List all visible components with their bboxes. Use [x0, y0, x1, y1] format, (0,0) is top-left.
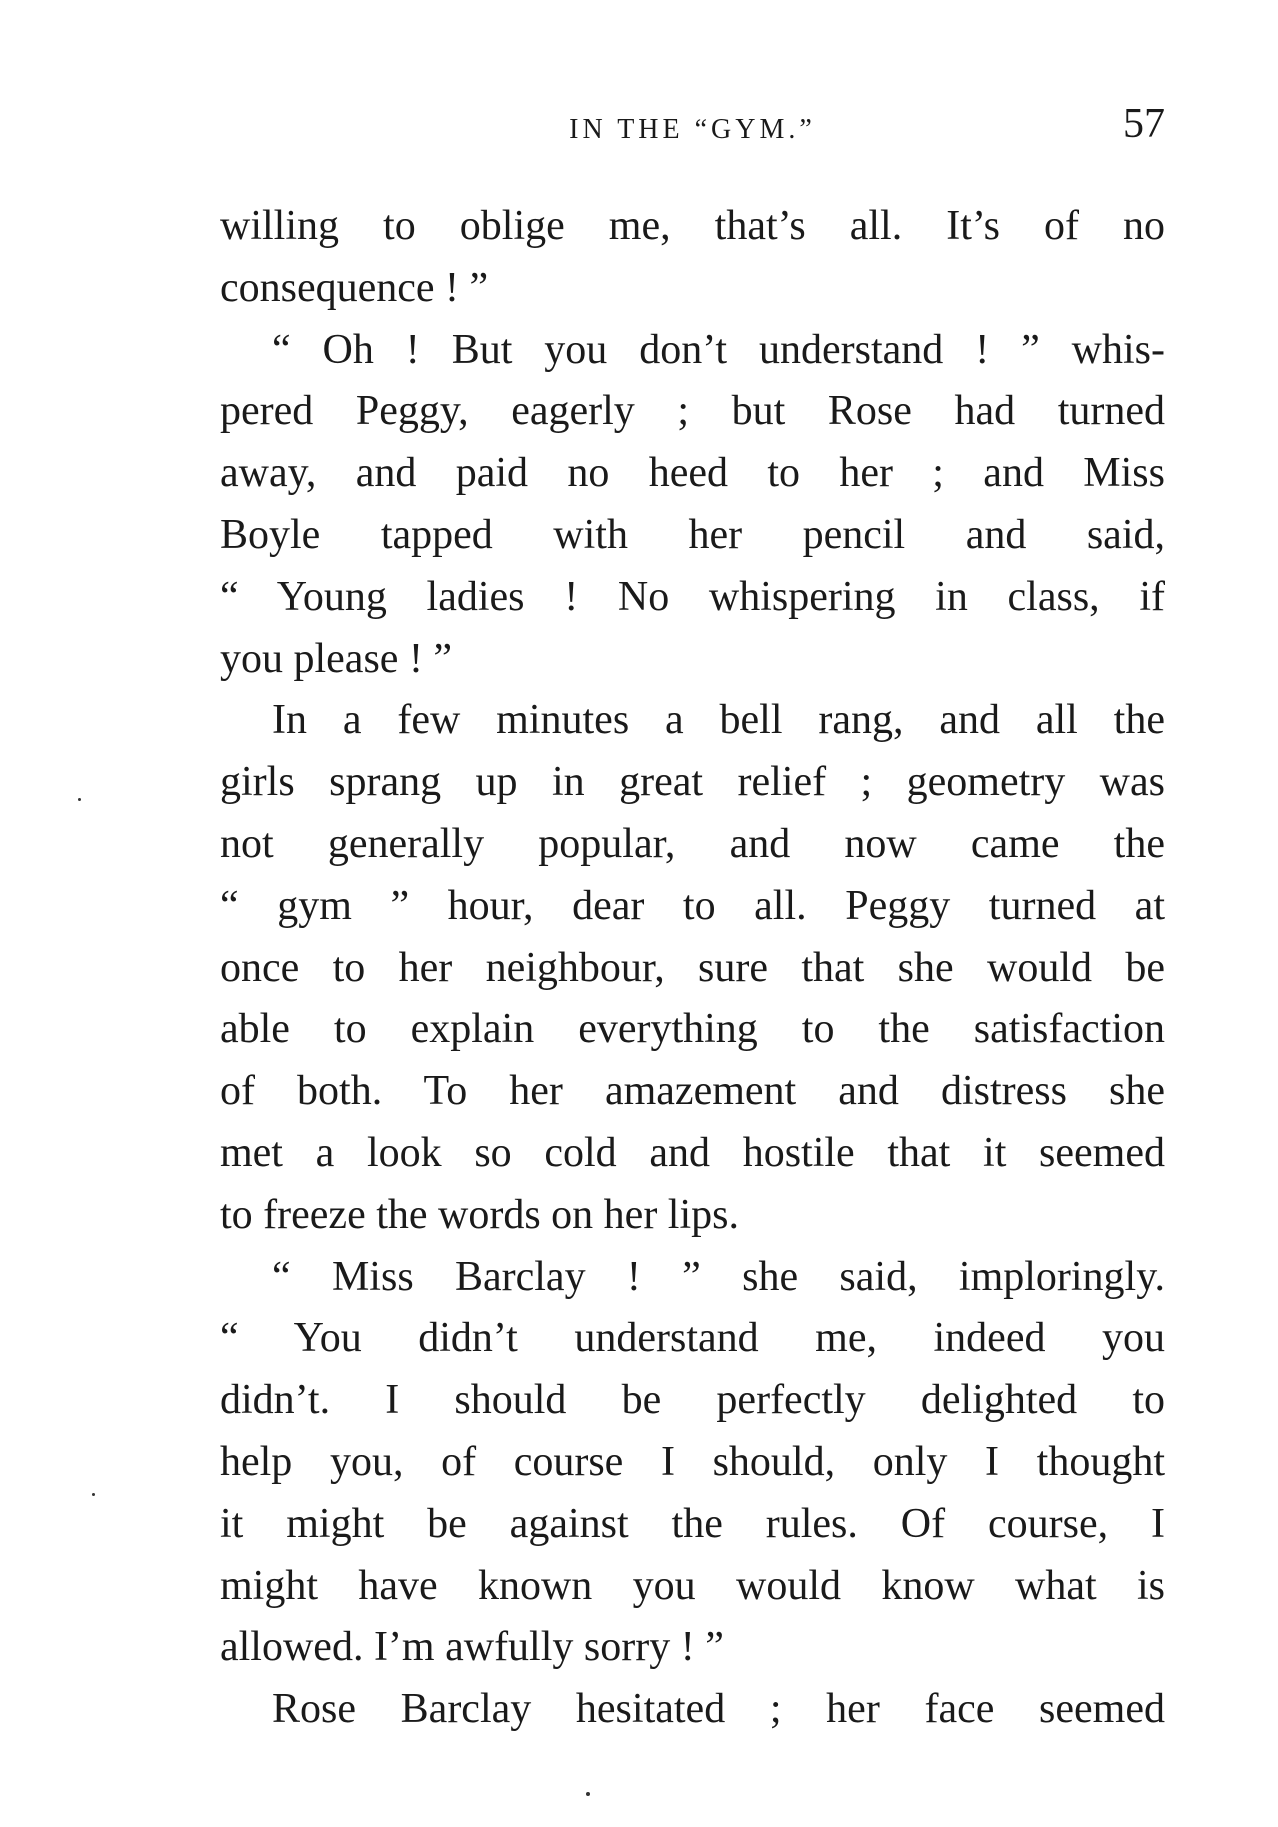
text-line: once to her neighbour, sure that she would be	[220, 944, 1165, 991]
text-line: it might be against the rules. Of course, I	[220, 1500, 1165, 1547]
page-number: 57	[1123, 101, 1165, 147]
text-line: might have known you would know what is	[220, 1562, 1165, 1609]
text-line: of both. To her amazement and distress she	[220, 1068, 1165, 1115]
text-line: girls sprang up in great relief ; geometry was	[220, 759, 1165, 806]
text-line: “ Miss Barclay ! ” she said, imploringly.	[272, 1253, 1165, 1300]
body-text	[220, 196, 1165, 1741]
text-line: away, and paid no heed to her ; and Miss	[220, 450, 1165, 497]
text-line: pered Peggy, eagerly ; but Rose had turned	[220, 388, 1165, 435]
running-title: IN THE “GYM.”	[569, 114, 816, 145]
paper-speck	[92, 1493, 95, 1496]
text-line: In a few minutes a bell rang, and all the	[272, 697, 1165, 744]
paper-speck	[78, 798, 81, 801]
text-line: not generally popular, and now came the	[220, 820, 1165, 867]
text-line: Boyle tapped with her pencil and said,	[220, 511, 1165, 558]
text-line: didn’t. I should be perfectly delighted to	[220, 1377, 1165, 1424]
text-line: willing to oblige me, that’s all. It’s of no	[220, 203, 1165, 249]
text-line: to freeze the words on her lips.	[220, 1191, 739, 1238]
text-line: “ You didn’t understand me, indeed you	[220, 1315, 1165, 1362]
text-line: consequence ! ”	[220, 264, 489, 311]
text-line: help you, of course I should, only I thought	[220, 1438, 1165, 1485]
paper-speck	[586, 1792, 590, 1796]
text-line: “ Oh ! But you don’t understand ! ” whis-	[272, 326, 1165, 373]
running-head	[220, 100, 1165, 160]
text-line: met a look so cold and hostile that it seemed	[220, 1129, 1165, 1176]
text-line: allowed. I’m awfully sorry ! ”	[220, 1624, 724, 1671]
text-line: able to explain everything to the satisfaction	[220, 1006, 1165, 1053]
text-line: “ gym ” hour, dear to all. Peggy turned at	[220, 882, 1165, 929]
text-line: “ Young ladies ! No whispering in class, if	[220, 573, 1165, 620]
text-line: you please ! ”	[220, 635, 453, 682]
text-line: Rose Barclay hesitated ; her face seemed	[272, 1686, 1165, 1733]
